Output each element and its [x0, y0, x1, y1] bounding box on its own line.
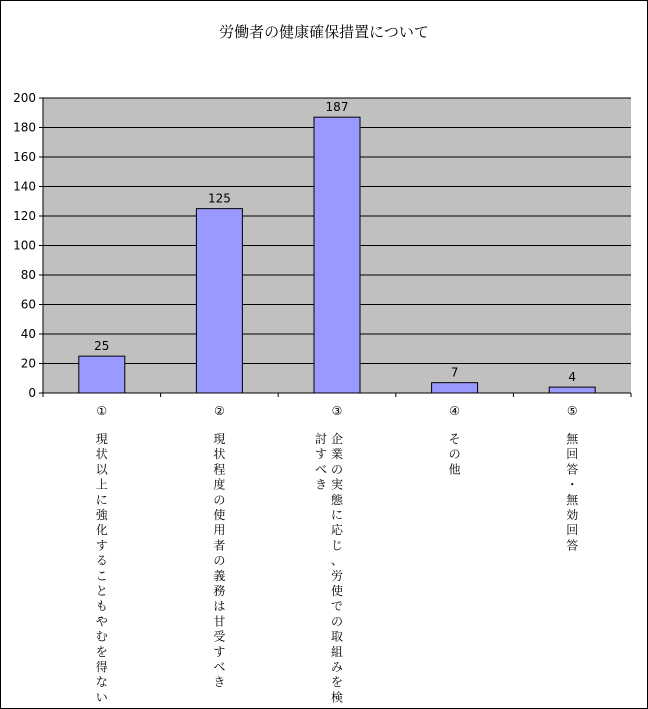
y-tick-label: 160 — [13, 150, 36, 164]
y-tick-label: 60 — [20, 297, 36, 312]
y-tick-label: 200 — [13, 91, 36, 105]
bar — [432, 383, 478, 393]
category-label: 無回答・無効回答 — [566, 432, 579, 553]
data-label: 187 — [325, 100, 349, 115]
y-tick-label: 40 — [20, 327, 36, 341]
bar — [314, 117, 360, 393]
category-number: ③ — [331, 404, 343, 418]
x-axis-category-labels — [96, 404, 579, 704]
y-tick-label: 100 — [13, 238, 36, 253]
chart-title: 労働者の健康確保措置について — [219, 23, 429, 41]
y-tick-label: 0 — [28, 386, 36, 400]
data-label: 4 — [568, 370, 577, 385]
category-number: ② — [214, 404, 225, 418]
category-number: ④ — [449, 404, 460, 418]
category-label: その他 — [448, 432, 461, 477]
category-number: ⑤ — [566, 404, 578, 418]
y-tick-label: 180 — [13, 120, 36, 135]
category-label: 現状以上に強化することもやむを得ない — [95, 432, 108, 705]
y-tick-label: 20 — [20, 356, 36, 371]
category-label: 討すべき — [314, 432, 328, 492]
data-label: 7 — [450, 365, 459, 380]
category-number: ① — [96, 404, 108, 418]
bar — [196, 209, 242, 393]
data-label: 125 — [207, 191, 231, 206]
category-label: 企業の実態に応じ、労使での取組みを検 — [330, 432, 344, 705]
y-tick-label: 120 — [13, 209, 36, 223]
bar-chart — [1, 1, 647, 708]
data-label: 25 — [94, 339, 110, 354]
y-tick-label: 140 — [13, 179, 36, 194]
bar — [549, 387, 595, 393]
category-label: 現状程度の使用者の義務は甘受すべき — [213, 432, 226, 690]
bar — [79, 356, 125, 393]
y-axis-ticks — [13, 91, 43, 400]
y-tick-label: 80 — [20, 268, 36, 282]
